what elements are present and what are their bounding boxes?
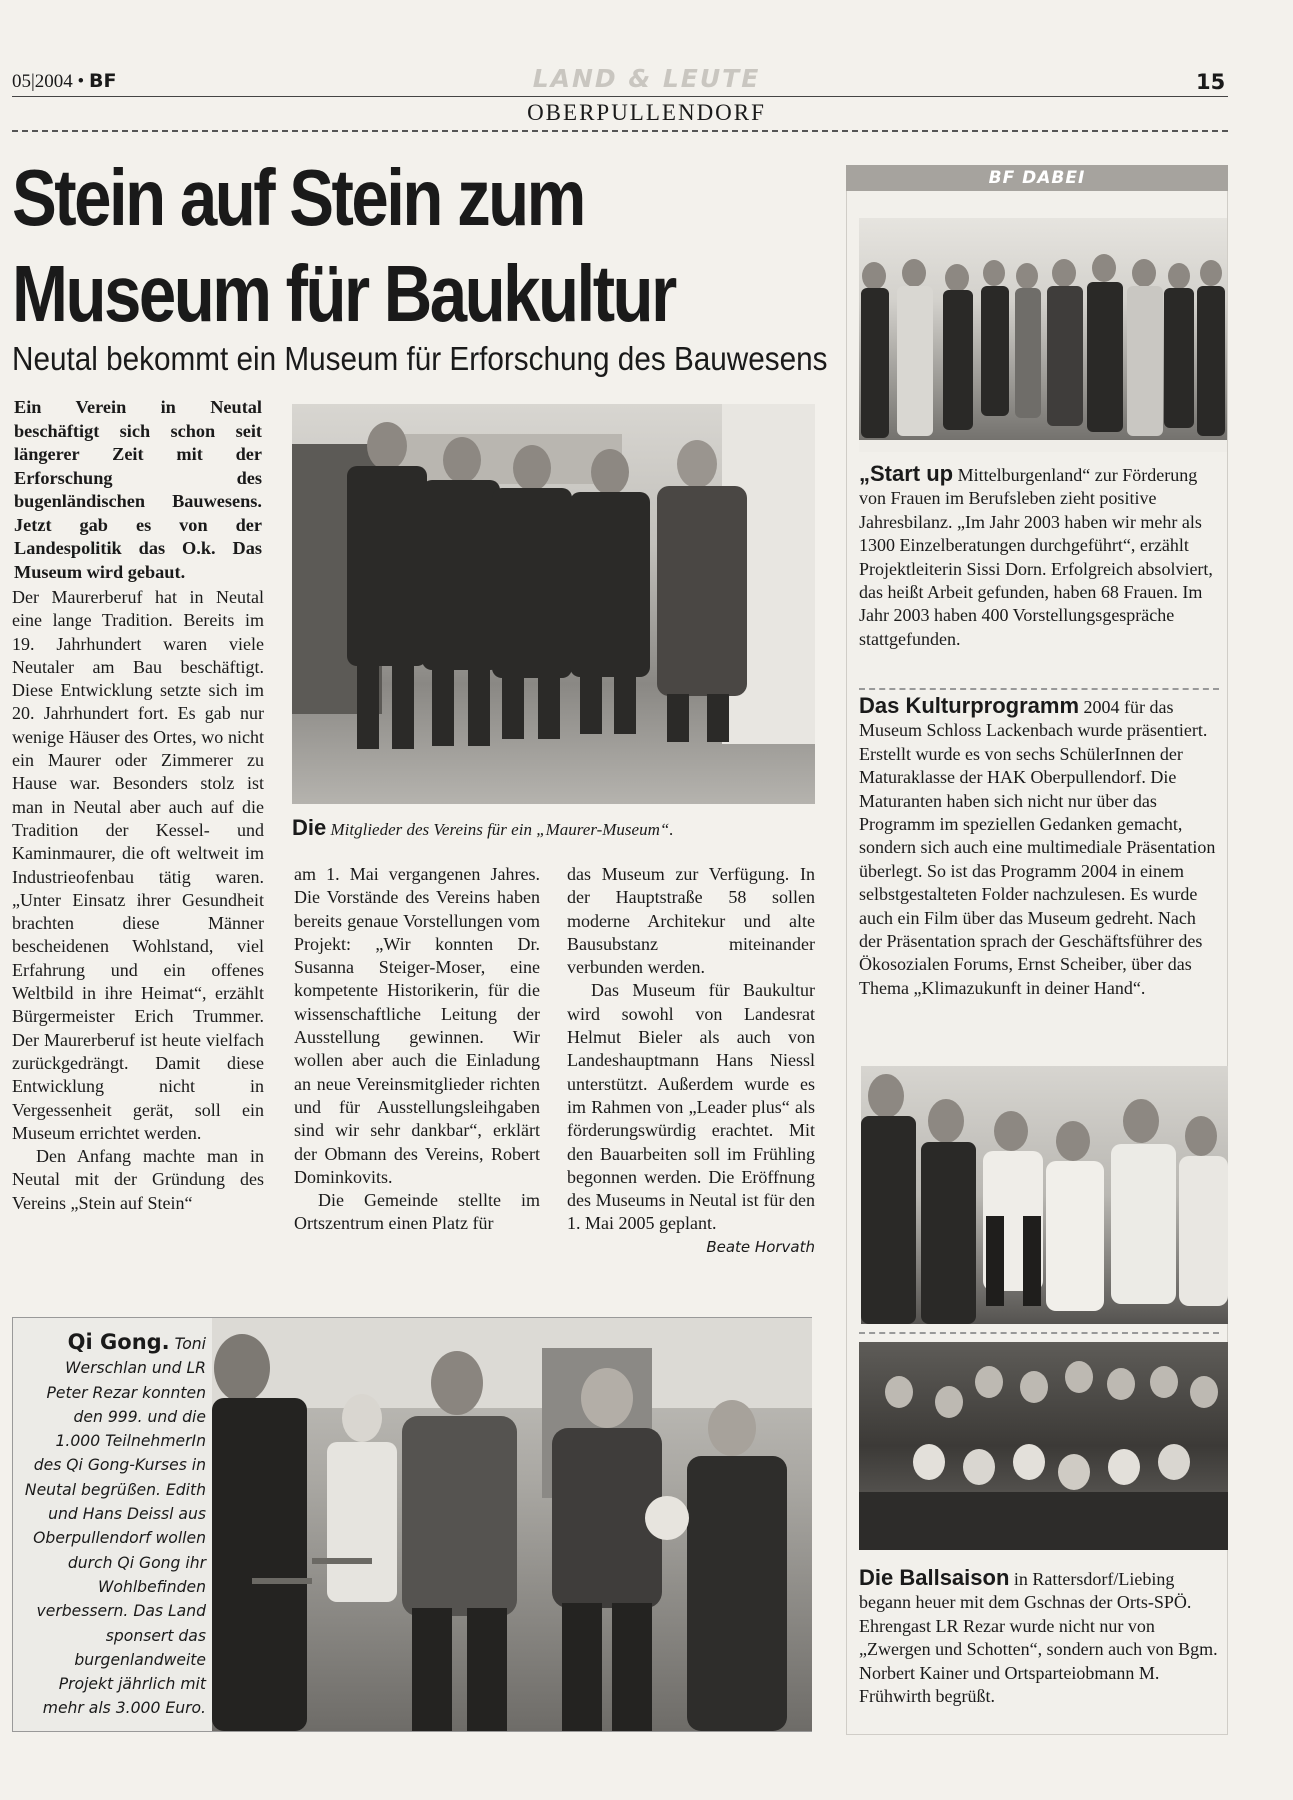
column-3-paragraph-2 <box>567 979 815 1256</box>
startup-photo-illustration <box>859 218 1227 452</box>
header-divider <box>12 96 1228 97</box>
article-column-1 <box>12 586 264 1215</box>
qigong-lead: Qi Gong. <box>67 1330 170 1354</box>
sidebar-divider-1 <box>859 688 1219 690</box>
ballsaison-photo <box>859 1342 1228 1550</box>
section-title: LAND & LEUTE <box>532 64 761 93</box>
issue-number: 05|2004 • <box>12 71 85 92</box>
page-number: 15 <box>1196 70 1226 94</box>
startup-item <box>859 462 1219 651</box>
article-subheadline: Neutal bekommt ein Museum für Erforschung des Bauwesens <box>12 340 828 377</box>
startup-text: Mittelburgenland“ zur Förderung von Frauen im Berufsleben zieht positive Jahresbilanz. „Im Jahr 2003 haben wir mehr als 1300 Einzelberatungen durchgeführt“, erzählt Projektleiterin Sissi Dorn. Erfolgreich absolviert, das heißt Arbeit gefunden, haben 68 Frauen. Im Jahr 2003 haben 400 Vorstellungsgespräche stattgefunden. <box>859 465 1213 649</box>
kulturprogramm-photo <box>861 1066 1228 1324</box>
caption-text: Mitglieder des Vereins für ein „Maurer-Museum“. <box>330 820 674 839</box>
kulturprogramm-text: 2004 für das Museum Schloss Lackenbach wurde präsentiert. Erstellt wurde es von sechs SchülerInnen der Maturaklasse der HAK Oberpullendorf. Die Maturanten haben sich nicht nur über das Programm im speziellen Gedanken gemacht, sondern sich auch eine multimediale Präsentation überlegt. So ist das Programm 2004 in einem selbstgestalteten Folder nachzulesen. Es wurde auch ein Film über das Museum gedreht. Nach der Präsentation sprach der Geschäftsführer des Ökosozialen Forums, Ernst Scheiber, über das Thema „Klimazukunft in deiner Hand“. <box>859 697 1216 998</box>
column-3-paragraph-2-text: Das Museum für Baukultur wird sowohl von Landesrat Helmut Bieler als auch von Landeshauptmann Hans Niessl unterstützt. Außerdem wurde es im Rahmen von „Leader plus“ als förderungswürdig erachtet. Mit den Bauarbeiten soll im Frühling begonnen werden. Die Eröffnung des Museums in Neutal ist für den 1. Mai 2005 geplant. <box>567 980 815 1234</box>
column-1-paragraph-2: Den Anfang machte man in Neutal mit der Gründung des Vereins „Stein auf Stein“ <box>12 1146 264 1213</box>
group-photo-illustration <box>292 404 815 804</box>
sidebar-divider-2 <box>859 1332 1219 1334</box>
kulturprogramm-photo-illustration <box>861 1066 1228 1324</box>
startup-lead: „Start up <box>859 461 954 486</box>
column-2-paragraph-1: am 1. Mai vergangenen Jahres. Die Vorstände des Vereins haben bereits genaue Vorstellungen vom Projekt: „Wir konnten Dr. Susanna Steiger-Moser, eine kompetente Historikerin, für die wissenschaftliche Leitung der Ausstellung gewinnen. Wir wollen aber auch die Einladung an neue Vereinsmitglieder richten und für Ausstellungsleihgaben sind wir sehr dankbar“, erklärt der Obmann des Vereins, Robert Dominkovits. <box>294 864 540 1187</box>
article-author: Beate Horvath <box>706 1237 815 1256</box>
qigong-caption <box>24 1330 206 1721</box>
headline-line-2: Museum für Baukultur <box>12 249 675 338</box>
qigong-text: Toni Werschlan und LR Peter Rezar konnten den 999. und die 1.000 TeilnehmerIn des Qi Gong-Kurses in Neutal begrüßen. Edith und Hans Deissl aus Oberpullendorf wollen durch Qi Gong ihr Wohlbefinden verbessern. Das Land sponsert das burgenlandweite Projekt jährlich mit mehr als 3.000 Euro. <box>24 1335 206 1718</box>
startup-group-photo <box>859 218 1227 452</box>
column-1-paragraph-1: Der Maurerberuf hat in Neutal eine lange Tradition. Bereits im 19. Jahrhundert waren viele Neutaler am Bau beschäftigt. Diese Entwicklung setzte sich im 20. Jahrhundert fort. Es gab nur wenige Häuser des Ortes, wo nicht ein Maurer oder Zimmerer zu Hause war. Besonders stolz ist man in Neutal aber auch auf die Tradition der Kessel- und Kaminmaurer, die oft weltweit im Industrieofenbau tätig waren. „Unter Einsatz ihrer Gesundheit brachten diese Männer bescheidenen Wohlstand, viel Erfahrung und ein offenes Weltbild in ihre Heimat“, erzählt Bürgermeister Erich Trummer. Der Maurerberuf ist heute vielfach zurückgedrängt. Damit diese Entwicklung nicht in Vergessenheit gerät, soll ein Museum errichtet werden. <box>12 587 264 1143</box>
ballsaison-item <box>859 1566 1219 1708</box>
column-2-paragraph-2: Die Gemeinde stellte im Ortszentrum einen Platz für <box>294 1190 540 1234</box>
qigong-photo-illustration <box>212 1318 812 1731</box>
ballsaison-photo-illustration <box>859 1342 1228 1550</box>
brand-name: BF <box>88 70 117 92</box>
article-column-2 <box>294 863 540 1236</box>
kulturprogramm-lead: Das Kulturprogramm <box>859 693 1080 718</box>
article-column-3 <box>567 863 815 1259</box>
article-lead: Ein Verein in Neutal beschäftigt sich schon seit längerer Zeit mit der Erforschung des bugenländischen Bauwesens. Jetzt gab es von der Landespolitik das O.k. Das Museum wird gebaut. <box>14 397 262 582</box>
sidebar-title: BF DABEI <box>846 165 1228 191</box>
group-photo-caption <box>292 815 822 841</box>
ballsaison-text: in Rattersdorf/Liebing begann heuer mit dem Gschnas der Orts-SPÖ. Ehrengast LR Rezar wurde nicht nur von „Zwergen und Schotten“, sondern auch von Bgm. Norbert Kainer und Ortsparteiobmann M. Frühwirth begrüßt. <box>859 1569 1218 1707</box>
caption-lead: Die <box>292 815 327 840</box>
region-title: OBERPULLENDORF <box>527 100 766 125</box>
header-dash-divider <box>12 130 1228 132</box>
column-3-paragraph-1: das Museum zur Verfügung. In der Hauptstraße 58 sollen moderne Architekur und alte Bausubstanz miteinander verbunden werden. <box>567 864 815 978</box>
qigong-photo <box>212 1318 812 1731</box>
ballsaison-lead: Die Ballsaison <box>859 1565 1010 1590</box>
kulturprogramm-item <box>859 694 1219 1000</box>
group-photo-maurer-museum <box>292 404 815 804</box>
headline-line-1: Stein auf Stein zum <box>12 153 584 242</box>
article-headline <box>12 150 701 342</box>
